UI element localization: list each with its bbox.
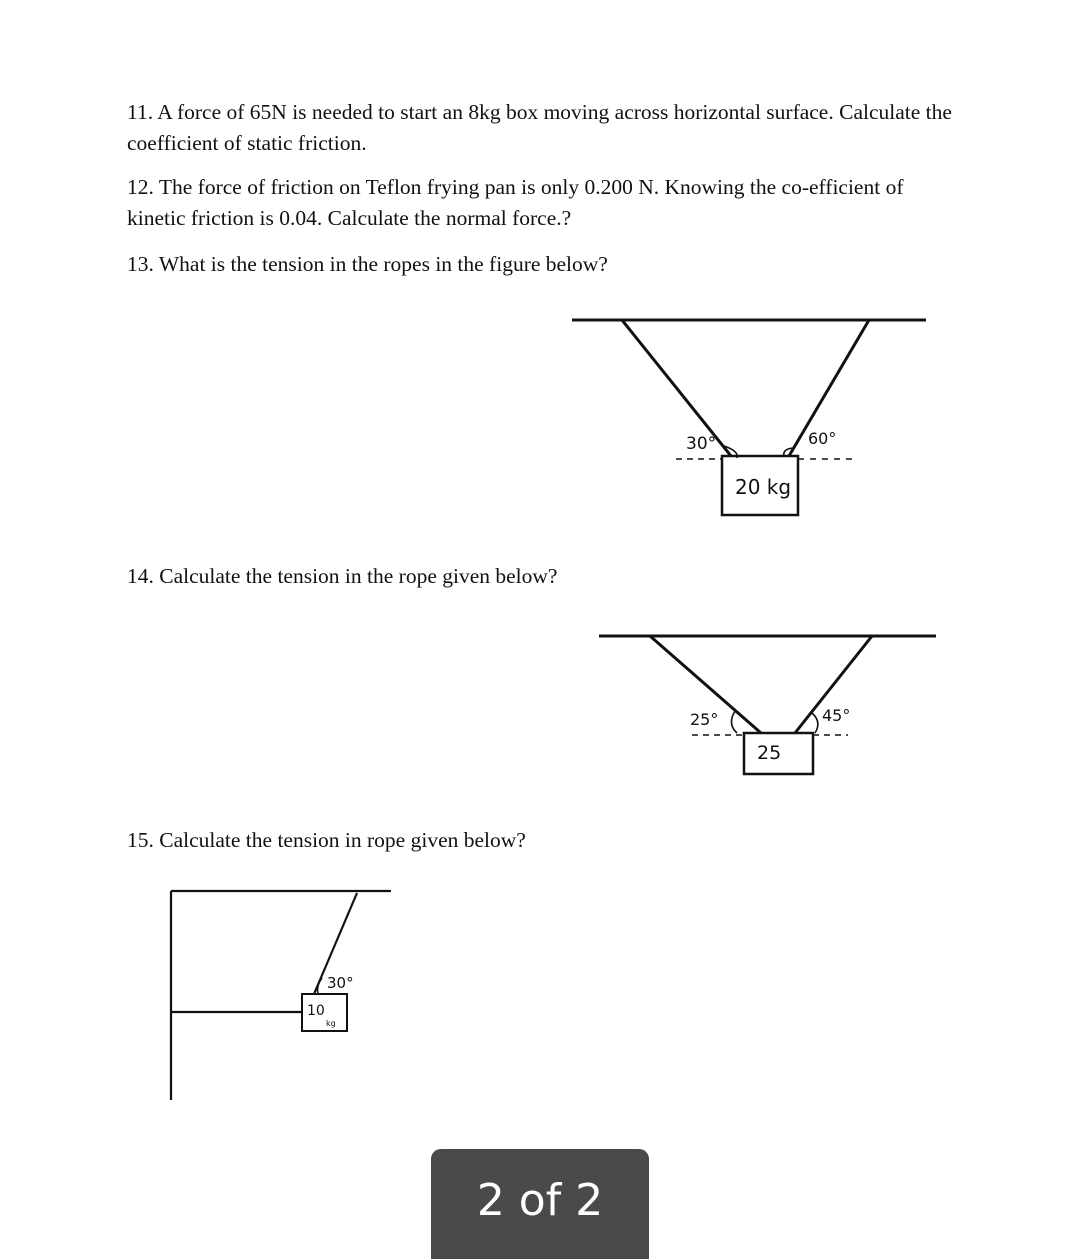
angle-label-right-fig14: 45° (822, 706, 851, 725)
angle-label-left-fig13: 30° (686, 434, 717, 454)
page-indicator: 2 of 2 (431, 1149, 649, 1259)
question-11: 11. A force of 65N is needed to start an 8kg box moving across horizontal surface. Calculate the coefficient of static friction. (127, 100, 952, 155)
mass-value-fig15: 10 (307, 1003, 325, 1019)
question-12: 12. The force of friction on Teflon frying pan is only 0.200 N. Knowing the co-efficient of kinetic friction is 0.04. Calculate the normal force.? (127, 175, 904, 230)
angle-label-fig15: 30° (327, 974, 354, 992)
mass-label-fig13: 20 kg (735, 475, 792, 499)
question-15: 15. Calculate the tension in rope given below? (127, 828, 526, 852)
mass-unit-fig15: kg (326, 1019, 336, 1028)
mass-label-fig14: 25 (757, 742, 782, 764)
angle-label-left-fig14: 25° (690, 710, 719, 729)
question-14: 14. Calculate the tension in the rope given below? (127, 564, 558, 588)
angle-arc-fig15 (318, 978, 323, 994)
angle-label-right-fig13: 60° (808, 429, 837, 448)
question-13: 13. What is the tension in the ropes in the figure below? (127, 252, 608, 276)
